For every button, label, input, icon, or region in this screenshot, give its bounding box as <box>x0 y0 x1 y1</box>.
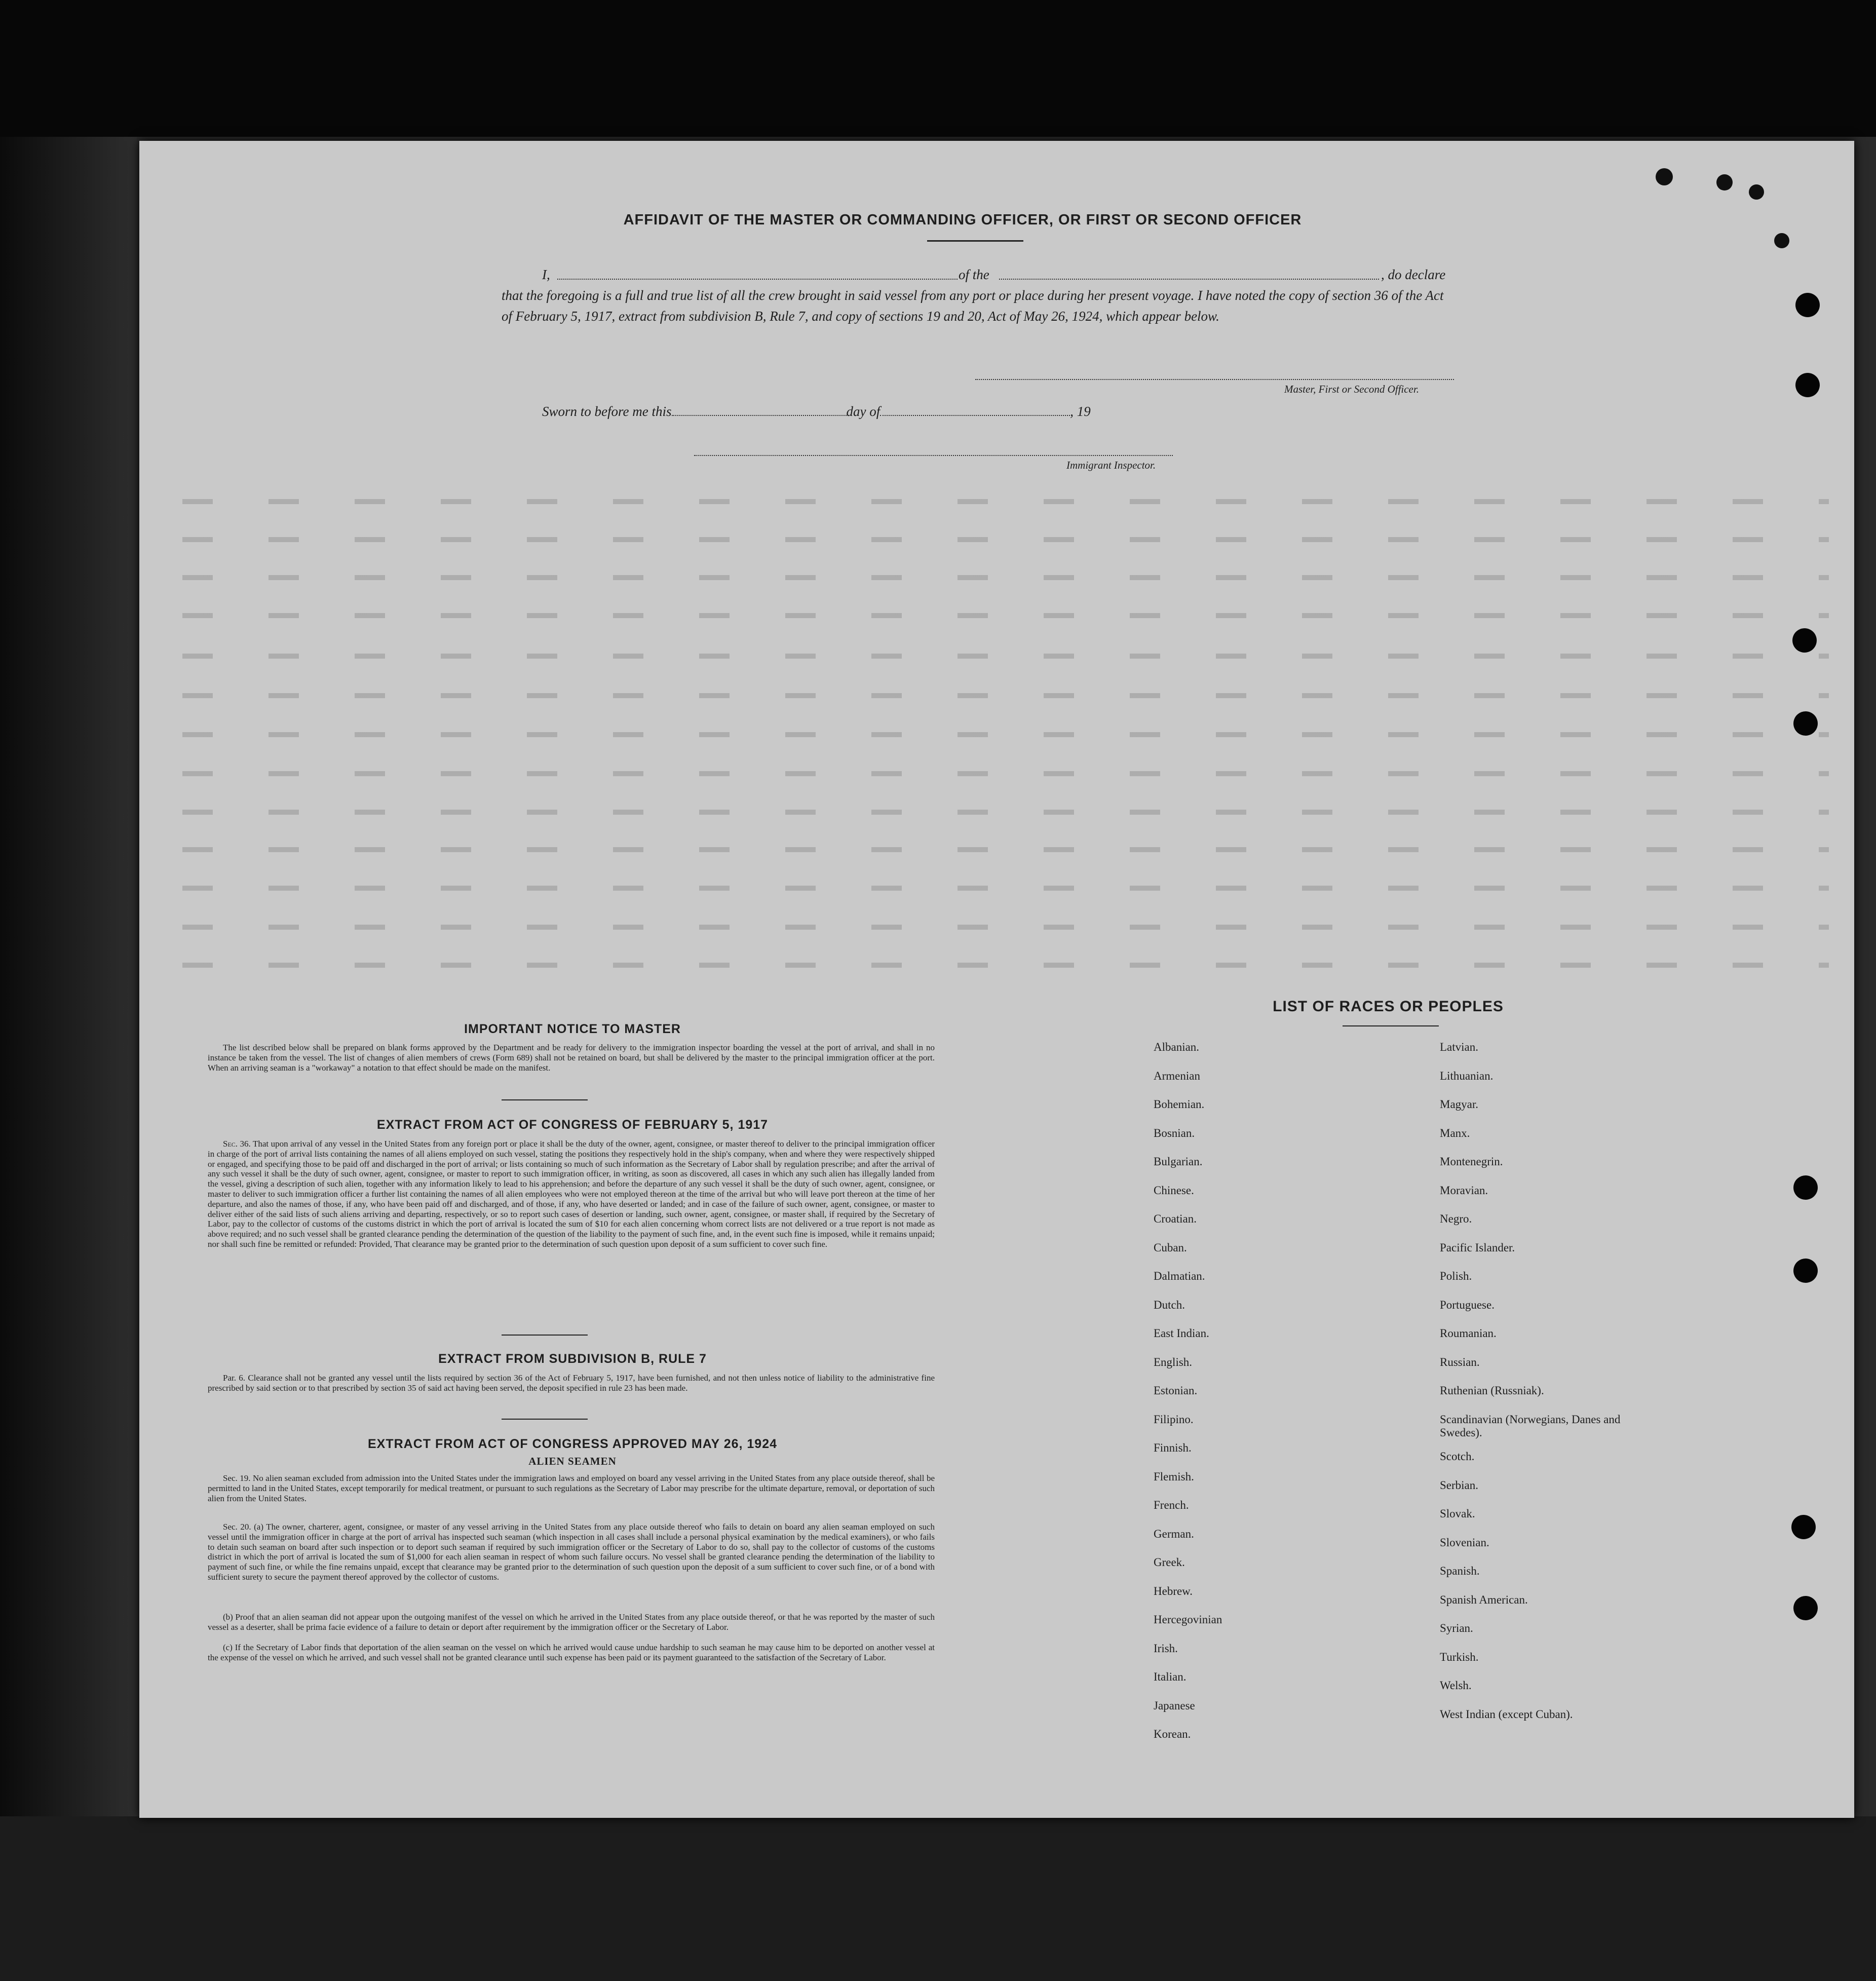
act-1917-section-number: Sec. 36. <box>223 1139 251 1149</box>
rule7-text: Par. 6. Clearance shall not be granted any vessel until the lists required by section 36 of the Act of February 5, 1917, have been furnished, and not then unless notice of liability to the administrative fine prescribed by said section or to that prescribed by section 35 of said act having been served, the deposit specified in rule 23 has been made. <box>208 1373 935 1393</box>
race-item: Ruthenian (Russniak). <box>1440 1384 1544 1397</box>
race-item: Irish. <box>1154 1642 1178 1655</box>
race-item: Welsh. <box>1440 1679 1472 1692</box>
rule7-title: EXTRACT FROM SUBDIVISION B, RULE 7 <box>438 1352 707 1366</box>
race-item: Korean. <box>1154 1728 1191 1740</box>
act-1924-sec20c: (c) If the Secretary of Labor finds that deportation of the alien seaman on the vessel on which he arrived would cause undue hardship to such seaman he may cause him to be deported on another vessel at the expense of the vessel on which he arrived, and such vessel shall not be granted clearance until such expense has been paid or its payment guaranteed to the satisfaction of the Secretary of Labor. <box>208 1643 935 1662</box>
scan-backdrop-top <box>0 0 1876 137</box>
inspector-signature-line <box>694 455 1173 456</box>
race-item: Serbian. <box>1440 1478 1479 1492</box>
race-item: German. <box>1154 1527 1194 1540</box>
sworn-day-blank <box>672 405 847 416</box>
notice-title: IMPORTANT NOTICE TO MASTER <box>464 1022 681 1036</box>
race-item: Armenian <box>1154 1069 1200 1082</box>
master-signature-line <box>975 379 1454 380</box>
master-signature-label: Master, First or Second Officer. <box>1284 383 1419 395</box>
race-item: Scotch. <box>1440 1450 1475 1463</box>
race-item: Spanish. <box>1440 1565 1480 1577</box>
race-item: Turkish. <box>1440 1650 1479 1663</box>
race-item: Negro. <box>1440 1212 1472 1225</box>
punch-hole <box>1795 293 1820 317</box>
race-item: Pacific Islander. <box>1440 1241 1515 1254</box>
race-item: Russian. <box>1440 1355 1480 1368</box>
notice-text: The list described below shall be prepared on blank forms approved by the Department and be ready for delivery to the immigration inspector boarding the vessel at the port of arrival, and shall in no instance be taken from the vessel. The list of changes of alien members of crews (Form 689) shall not be retained on board, but shall be delivered by the master to the principal immigration officer at the port. When an arriving seaman is a "workaway" a notation to that effect should be made on the manifest. <box>208 1043 935 1073</box>
act-1924-title: EXTRACT FROM ACT OF CONGRESS APPROVED MAY 26, 1924 <box>367 1437 778 1451</box>
act-1924-subtitle: ALIEN SEAMEN <box>528 1455 617 1467</box>
act-1917-section-text: That upon arrival of any vessel in the United States from any foreign port or place it shall be the duty of the owner, agent, consignee, or master thereof to deliver to the principal immigration officer in charge of the port of arrival lists containing the names of all aliens employed on such vessel, stating the positions they respectively hold in the ship's company, when and where they were respectively shipped or engaged, and specifying those to be paid off and discharged in the port of arrival; or lists containing so much of such information as the Secretary of Labor shall by regulation prescribe; and after the arrival of any such vessel it shall be the duty of such owner, agent, consignee, or master to report to such immigration officer, in writing, as soon as discovered, all cases in which any such alien has illegally landed from the vessel, giving a description of such alien, together with any information likely to lead to his apprehension; and before the departure of any such vessel it shall be the duty of such owner, agent, consignee, or master to deliver to such immigration officer a further list containing the names of all alien employees who were not employed thereon at the time of the arrival but who will leave port thereon at the time of her departure, and also the names of those, if any, who have been paid off and discharged, and of those, if any, who have deserted or landed; and in case of the failure of such owner, agent, consignee, or master to deliver either of the said lists of such aliens arriving and departing, respectively, or so to report such cases of desertion or landing, such owner, agent, consignee, or master shall, if required by the Secretary of Labor, pay to the collector of customs of the customs district in which the port of arrival is located the sum of $10 for each alien concerning whom correct lists are not delivered or a true report is not made as above required; and no such vessel shall be granted clearance pending the determination of the question of the liability to the payment of such fine, and, in the event such fine is imposed, while it remains unpaid; nor shall such fine be remitted or refunded: Provided, That clearance may be granted prior to the determination of such question upon deposit of a sum sufficient to cover such fine. <box>208 1139 935 1249</box>
race-item: English. <box>1154 1355 1193 1368</box>
race-item: Finnish. <box>1154 1441 1192 1454</box>
title-rule <box>927 240 1023 242</box>
bleed-through-row <box>182 693 1829 698</box>
act-1917-title: EXTRACT FROM ACT OF CONGRESS OF FEBRUARY 5, 1917 <box>376 1118 769 1132</box>
race-item: Portuguese. <box>1440 1298 1495 1311</box>
hole-spot <box>1656 168 1673 185</box>
bleed-through-row <box>182 925 1829 930</box>
race-item: Estonian. <box>1154 1384 1198 1397</box>
bleed-through-row <box>182 575 1829 580</box>
race-item: Polish. <box>1440 1270 1472 1282</box>
race-item: Slovak. <box>1440 1507 1475 1520</box>
punch-hole <box>1793 1175 1818 1200</box>
declarant-name-blank <box>557 279 958 280</box>
race-item: Italian. <box>1154 1670 1186 1683</box>
bleed-through-row <box>182 886 1829 891</box>
race-item: Scandinavian (Norwegians, Danes and Swedes). <box>1440 1413 1621 1439</box>
punch-hole <box>1795 373 1820 397</box>
races-title: LIST OF RACES OR PEOPLES <box>1273 998 1504 1015</box>
section-rule <box>502 1099 588 1100</box>
section-rule <box>502 1335 588 1336</box>
sworn-line <box>542 404 1091 420</box>
race-item: Manx. <box>1440 1126 1470 1139</box>
race-item: Bohemian. <box>1154 1098 1205 1111</box>
bleed-through-row <box>182 499 1829 504</box>
section-rule <box>502 1419 588 1420</box>
race-item: Flemish. <box>1154 1470 1194 1483</box>
race-item: Moravian. <box>1440 1184 1488 1197</box>
race-item: Dalmatian. <box>1154 1270 1205 1282</box>
race-item: Bosnian. <box>1154 1126 1195 1139</box>
race-item: French. <box>1154 1499 1189 1511</box>
race-item: Greek. <box>1154 1556 1185 1569</box>
act-1924-sec20a: Sec. 20. (a) The owner, charterer, agent, consignee, or master of any vessel arriving in the United States from any place outside thereof who fails to detain on board any alien seaman employed on such vessel until the immigration officer in charge at the port of arrival has inspected such seaman (which inspection in all cases shall include a personal physical examination by the medical examiners), or who fails to detain such seaman on board after such inspection or to deport such seaman if required by such immigration officer or the Secretary of Labor to do so, shall pay to the collector of customs of the customs district in which the port of arrival is located the sum of $1,000 for each alien seaman in respect of whom such failure occurs. No vessel shall be granted clearance pending the determination of the liability to payment of such fine, or while the fine remains unpaid, except that clearance may be granted prior to the determination of such question upon the deposit of a sum sufficient to cover such fine, or of a bond with sufficient surety to secure the payment thereof approved by the collector of customs. <box>208 1522 935 1582</box>
race-item: Hercegovinian <box>1154 1613 1222 1626</box>
hole-spot <box>1749 184 1764 200</box>
punch-hole <box>1792 628 1817 653</box>
race-item: Latvian. <box>1440 1041 1478 1053</box>
bleed-through-row <box>182 613 1829 618</box>
race-item: Cuban. <box>1154 1241 1187 1254</box>
race-item: Slovenian. <box>1440 1536 1489 1549</box>
race-item: Spanish American. <box>1440 1593 1528 1606</box>
bleed-through-row <box>182 654 1829 659</box>
day-of-label: day of <box>846 404 880 419</box>
race-item: Lithuanian. <box>1440 1069 1494 1082</box>
act-1917-text <box>208 1139 935 1249</box>
vessel-name-blank <box>999 279 1379 280</box>
declarant-label: I, <box>542 267 550 282</box>
sworn-month-blank <box>880 405 1070 416</box>
hole-spot <box>1716 174 1733 191</box>
affidavit-body-text: that the foregoing is a full and true list of all the crew brought in said vessel from any port or place during her present voyage. I have noted the copy of section 36 of the Act of February 5, 1917, extract from subdivision B, Rule 7, and copy of sections 19 and 20, Act of May 26, 1924, which appear below. <box>502 288 1444 324</box>
punch-hole <box>1793 711 1818 736</box>
punch-hole <box>1793 1596 1818 1620</box>
races-title-rule <box>1343 1025 1439 1026</box>
scan-backdrop-bottom <box>0 1816 1876 1981</box>
bleed-through-row <box>182 732 1829 737</box>
race-item: Croatian. <box>1154 1212 1197 1225</box>
race-item: Chinese. <box>1154 1184 1194 1197</box>
hole-spot <box>1774 233 1789 248</box>
bleed-through-row <box>182 537 1829 542</box>
act-1924-sec19: Sec. 19. No alien seaman excluded from admission into the United States under the immigration laws and employed on board any vessel arriving in the United States from any place outside thereof, shall be permitted to land in the United States, except temporarily for medical treatment, or pursuant to such regulations as the Secretary of Labor may prescribe for the ultimate departure, removal, or deportation of such alien from the United States. <box>208 1473 935 1503</box>
punch-hole <box>1791 1515 1816 1539</box>
race-item: Bulgarian. <box>1154 1155 1203 1168</box>
race-item: Filipino. <box>1154 1413 1194 1426</box>
punch-hole <box>1793 1259 1818 1283</box>
inspector-signature-label: Immigrant Inspector. <box>1066 459 1156 471</box>
affidavit-title: AFFIDAVIT OF THE MASTER OR COMMANDING OFFICER, OR FIRST OR SECOND OFFICER <box>623 212 1302 228</box>
vessel-label: of the <box>959 267 989 282</box>
declaration-line <box>502 264 1454 285</box>
bleed-through-row <box>182 963 1829 968</box>
affidavit-text <box>502 264 1454 327</box>
race-item: Roumanian. <box>1440 1327 1497 1340</box>
bleed-through-row <box>182 771 1829 776</box>
year-label: , 19 <box>1070 404 1091 419</box>
act-1924-sec20b: (b) Proof that an alien seaman did not appear upon the outgoing manifest of the vessel on which he arrived in the United States from any place outside thereof, or that he was reported by the master of such vessel as a deserter, shall be prima facie evidence of a failure to detain or deport after requirement by the immigration officer or the Secretary of Labor. <box>208 1612 935 1632</box>
race-item: Dutch. <box>1154 1298 1185 1311</box>
declare-label: , do declare <box>1381 267 1446 282</box>
race-item: Japanese <box>1154 1699 1195 1712</box>
race-item: Magyar. <box>1440 1098 1479 1111</box>
race-item: Syrian. <box>1440 1622 1473 1634</box>
race-item: Hebrew. <box>1154 1584 1193 1597</box>
sworn-label: Sworn to before me this <box>542 404 672 419</box>
bleed-through-row <box>182 810 1829 815</box>
bleed-through-row <box>182 847 1829 852</box>
race-item: East Indian. <box>1154 1327 1209 1340</box>
scan-backdrop-left <box>0 137 137 1981</box>
race-item: West Indian (except Cuban). <box>1440 1707 1573 1721</box>
race-item: Albanian. <box>1154 1041 1200 1053</box>
race-item: Montenegrin. <box>1440 1155 1503 1168</box>
